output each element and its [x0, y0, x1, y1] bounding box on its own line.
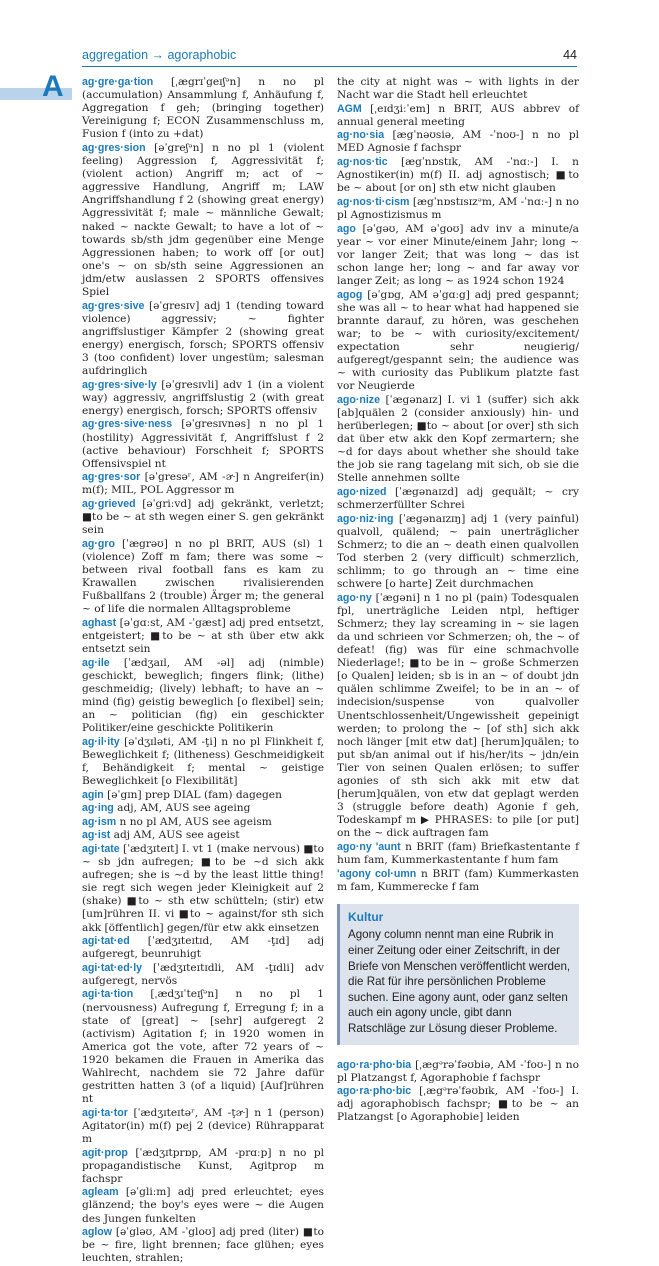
entry-definition: [ˈægəni] n 1 no pl (pain) Todesqualen fpl, unerträgliche Leiden ntpl, heftiger Schmerz; they lay screaming in ~ sie lagen da und schrieen vor Schmerzen; oh, the ~ of defeat! (fig) was für eine schmachvolle Niederlage!; ■to be in ~ große Schmerzen [o Qualen] leiden; sb is in an ~ of doubt jdn quälen schlimme Zweifel; to be in an ~ of indecision/suspense von qualvoller Unentschlossenheit/Ungewissheit gepeinigt werden; to prolong the ~ [of sth] sich akk noch länger [mit etw dat] [herum]quälen; to put sb/an animal out if his/her/its ~ jdn/ein Tier von seinen Qualen erlösen; to suffer agonies of sth sich akk mit etw dat [herum]quälen, von etw dat geplagt werden 3 (struggle before death) Agonie f geh, Todeskampf m ▶ PHRASES: to pile [or put] on the ~ dick auftragen fam: [337, 591, 579, 840]
dictionary-entry: [82, 1107, 324, 1146]
entry-definition: [əˈgriːvd] adj gekränkt, verletzt; ■to be ~ at sth wegen einer S. gen gekränkt sein: [82, 498, 324, 537]
dictionary-entry: [337, 289, 579, 394]
entry-definition: [ˌægᵊrəˈfəʊbiə, AM -ˈfoʊ-] n no pl Platzangst f, Agoraphobie f fachspr: [337, 1058, 579, 1084]
kultur-info-box: [337, 904, 579, 1045]
dictionary-entry: [82, 962, 324, 988]
entry-headword: ago·ra·pho·bia: [337, 1058, 412, 1071]
entry-headword: ag·gres·sion: [82, 141, 146, 154]
dictionary-entry: [82, 471, 324, 497]
dictionary-entry: [337, 513, 579, 592]
entry-headword: ag·gre·ga·tion: [82, 76, 154, 88]
entry-definition: n no pl AM, AUS see ageism: [116, 815, 272, 828]
dictionary-entry: [82, 142, 324, 299]
dictionary-entry: [82, 418, 324, 470]
entry-headword: agleam: [82, 1186, 119, 1199]
entry-headword: ag·nos·tic: [337, 156, 388, 169]
dictionary-entry: [82, 736, 324, 788]
dictionary-entry: [82, 617, 324, 656]
entry-headword: ag·nos·ti·cism: [337, 195, 410, 208]
dictionary-entry: [82, 379, 324, 418]
entry-headword: ag·no·sia: [337, 129, 385, 142]
kultur-box-title: Kultur: [348, 909, 384, 924]
dictionary-entry: [337, 76, 579, 102]
entry-headword: ago: [337, 222, 356, 235]
entry-definition: [ˈægənaɪzd] adj gequält; ~ cry schmerzerfüllter Schrei: [337, 485, 579, 511]
entry-definition: [əˈgəʊ, AM əˈgoʊ] adv inv a minute/a year ~ vor einer Minute/einem Jahr; long ~ vor langer Zeit; that was long ~ das ist schon lange her; long ~ and far away vor langer Zeit; as long ~ as 1924 schon 1924: [337, 222, 579, 287]
entry-headword: agi·tate: [82, 842, 120, 855]
dictionary-entry: [82, 1226, 324, 1265]
entry-definition: [əˈgresɪvli] adv 1 (in a violent way) aggressiv, angriffslustig 2 (with great energy) energisch, forsch; SPORTS offensiv: [82, 378, 324, 417]
entry-definition: [əˈgɑːst, AM -ˈgæst] adj pred entsetzt, entgeistert; ■to be ~ at sth über etw akk entsetzt sein: [82, 616, 324, 656]
entry-headword: ago·ny: [337, 591, 372, 604]
dictionary-entry: [82, 829, 324, 842]
entry-definition: [ˈægrəʊ] n no pl BRIT, AUS (sl) 1 (violence) Zoff m fam; there was some ~ between rival football fans es kam zu Krawallen zwischen rivalisierenden Fußballfans 2 (trouble) Ärger m; the general ~ of life die normalen Alltagsprobleme: [82, 537, 324, 616]
entry-headword: ag·gres·sor: [82, 471, 141, 484]
dictionary-entry: [337, 156, 579, 195]
entry-definition: [ˌædʒɪˈteɪʃᵊn] n no pl 1 (nervousness) Aufregung f, Erregung f; in a state of [great] ~ [sehr] aufgeregt 2 (activism) Agitation f; in 1920 women in America got the vote, after 72 years of ~ 1920 bekamen die Frauen in Amerika das Wahlrecht, nachdem sie 72 Jahre dafür gestritten hatten 3 (of a liquid) [Auf]rühren nt: [82, 988, 324, 1106]
running-head-guide-words: aggregation → agoraphobic: [82, 48, 237, 62]
dictionary-entry: [82, 816, 324, 829]
dictionary-entry: [82, 1147, 324, 1186]
entry-headword: agi·ta·tor: [82, 1106, 128, 1119]
entry-headword: ag·ile: [82, 656, 110, 669]
entry-definition: [ˈædʒɪteɪtɪd, AM -ţɪd] adj aufgeregt, beunruhigt: [82, 935, 324, 961]
dictionary-entry: [82, 802, 324, 815]
dictionary-entry: [337, 868, 579, 894]
entry-headword: ag·ism: [82, 815, 117, 828]
entry-headword: aglow: [82, 1226, 113, 1239]
entry-headword: ago·niz·ing: [337, 512, 394, 525]
entry-definition: [əˈgresɪv] adj 1 (tending toward violence) aggressiv; ~ fighter angriffslustiger Kämpfer 2 (showing great energy) energisch, forsch; SPORTS offensiv 3 (too confident) lover ungestüm; salesman aufdringlich: [82, 299, 324, 378]
dictionary-entry: [337, 129, 579, 155]
entry-headword: ago·nize: [337, 393, 380, 406]
right-column: [337, 76, 579, 1125]
dictionary-entry: [337, 196, 579, 222]
entry-definition: [ægˈnəʊsiə, AM -ˈnoʊ-] n no pl MED Agnosie f fachspr: [337, 129, 579, 155]
entry-definition: [ˌeɪdʒiːˈem] n BRIT, AUS abbrev of annual general meeting: [337, 102, 579, 128]
dictionary-entry: [337, 103, 579, 129]
dictionary-entry: [82, 300, 324, 379]
entry-headword: ag·grieved: [82, 498, 136, 510]
entry-headword: 'agony col·umn: [337, 867, 417, 880]
entry-definition: [əˈgləʊ, AM -ˈgloʊ] adj pred (liter) ■to be ~ fire, light brennen; face glühen; eyes leuchten, strahlen;: [82, 1226, 324, 1265]
entry-definition: [ˈægənaɪz] I. vi 1 (suffer) sich akk [ab]quälen 2 (consider anxiously) hin- und herüberlegen; ■to ~ about [or over] sth sich dat über etw akk den Kopf zermartern; she ~d for days about whether she should take the job sie rang tagelang mit sich, ob sie die Stelle annehmen sollte: [337, 393, 579, 485]
entry-headword: ago·nized: [337, 485, 387, 498]
entry-definition: [əˈgliːm] adj pred erleuchtet; eyes glänzend; the boy's eyes were ~ die Augen des Jungen funkelten: [82, 1186, 324, 1225]
entry-definition: [ˈægənaɪzɪŋ] adj 1 (very painful) qualvoll, quälend; ~ pain unerträglicher Schmerz; to die an ~ death einen qualvollen Tod sterben 2 (very difficult) schmerzlich, schlimm; to go through an ~ time eine schwere [o harte] Zeit durchmachen: [337, 512, 579, 591]
entry-definition: [ˈædʒɪteɪt] I. vt 1 (make nervous) ■to ~ sb jdn aufregen; ■to be ~d sich akk aufregen; she is ~d by the least little thing! sie regt sich wegen jeder Kleinigkeit auf 2 (shake) ■to ~ sth etw schütteln; (stir) etw [um]rühren II. vi ■to ~ against/for sth sich akk [öffentlich] gegen/für etw akk einsetzen: [82, 842, 324, 934]
dictionary-entry: [82, 789, 324, 802]
dictionary-entry: [337, 592, 579, 841]
dictionary-entry: [82, 1186, 324, 1225]
dictionary-entry: [82, 76, 324, 141]
dictionary-entry: [337, 1059, 579, 1085]
dictionary-entry: [337, 223, 579, 288]
dictionary-entry: [82, 657, 324, 736]
entry-definition: [əˈdʒɪləti, AM -ţi] n no pl Flinkheit f, Beweglichkeit f; (litheness) Geschmeidigkeit f, Behändigkeit f; mental ~ geistige Beweglichkeit [o Flexibilität]: [82, 735, 324, 787]
dictionary-entry: [82, 538, 324, 617]
entry-definition: [əˈgɒg, AM əˈgɑːg] adj pred gespannt; she was all ~ to hear what had happened sie brannte darauf, zu hören, was geschehen war; to be ~ with curiosity/excitement/ expectation sehr neugierig/ aufgeregt/gespannt sein; the audience was ~ with curiosity das Publikum platzte fast vor Neugierde: [337, 288, 579, 393]
entry-headword: ag·ing: [82, 802, 114, 815]
entry-definition: [ˌægᵊrəˈfəʊbɪk, AM -ˈfoʊ-] I. adj agoraphobisch fachspr; ■to be ~ an Platzangst [o Agoraphobie] leiden: [337, 1085, 579, 1124]
entry-definition: [ˈædʒɪteɪtɪdli, AM -ţɪdli] adv aufgeregt, nervös: [82, 961, 324, 987]
entry-definition: [ˈædʒaɪl, AM -əl] adj (nimble) geschickt, beweglich; fingers flink; (lithe) geschmeidig; (lively) lebhaft; to have an ~ mind (fig) geistig beweglich [o flexibel] sein; an ~ politician (fig) ein geschickter Politiker/eine geschickte Politikerin: [82, 656, 324, 735]
dictionary-entry: [337, 486, 579, 512]
entry-headword: agi·tat·ed·ly: [82, 961, 143, 974]
entry-headword: agog: [337, 288, 363, 301]
entry-definition: n BRIT (fam) Briefkastentante f hum fam, Kummerkastentante f hum fam: [337, 840, 579, 867]
dictionary-entry: [82, 843, 324, 935]
entry-definition: [ægˈnɒstɪk, AM -ˈnɑː-] I. n Agnostiker(in) m(f) II. adj agnostisch; ■to be ~ about [or on] sth etw nicht glauben: [337, 156, 579, 195]
kultur-box-text: Agony column nennt man eine Rubrik in einer Zeitung oder einer Zeitschrift, in der Briefe von Menschen veröffentlicht werden, die Rat für ihre persönlichen Probleme suchen. Eine agony aunt, oder ganz selten auch ein agony uncle, gibt dann Ratschläge zur Lösung dieser Probleme.: [348, 928, 571, 1035]
dictionary-entry: [82, 988, 324, 1106]
entry-headword: ag·gres·sive·ly: [82, 378, 157, 391]
entry-headword: aghast: [82, 616, 117, 629]
entry-definition: [əˈgresəʳ, AM -ɚ] n Angreifer(in) m(f); MIL, POL Aggressor m: [82, 471, 324, 497]
entry-headword: ag·gres·sive·ness: [82, 418, 173, 431]
dictionary-entry: [337, 841, 579, 867]
entry-headword: ago·ny 'aunt: [337, 840, 401, 853]
entry-definition: [ˌægrɪˈgeɪʃᵊn] n no pl (accumulation) Ansammlung f, Anhäufung f, Aggregation f geh; (bringing together) Vereinigung f; ECON Zusammenschluss m, Fusion f (into zu +dat): [82, 76, 324, 141]
header-rule: [82, 66, 577, 67]
entry-headword: agi·ta·tion: [82, 988, 134, 1001]
dictionary-entry: [337, 394, 579, 486]
entry-headword: ago·ra·pho·bic: [337, 1085, 412, 1098]
entry-headword: ag·il·ity: [82, 735, 120, 748]
entry-definition: [ˈædʒɪteɪtəʳ, AM -ţɚ] n 1 (person) Agitator(in) m(f) pej 2 (device) Rührapparat m: [82, 1106, 324, 1145]
dictionary-entry: [82, 935, 324, 961]
entry-headword: agi·tat·ed: [82, 935, 130, 948]
entry-definition: [ægˈnɒstɪsɪzᵊm, AM -ˈnɑː-] n no pl Agnostizismus m: [337, 195, 579, 221]
entry-definition: adj AM, AUS see ageist: [110, 829, 240, 842]
left-column: [82, 76, 324, 1266]
entry-definition: adj, AM, AUS see ageing: [113, 802, 251, 815]
entry-definition: [əˈgreʃᵊn] n no pl 1 (violent feeling) Aggression f, Aggressivität f; (violent action) Angriff m; act of ~ aggressive Handlung, Angriff m; LAW Angriffshandlung f 2 (showing great energy) Aggressivität f; male ~ männliche Gewalt; naked ~ nackte Gewalt; to have a lot of ~ towards sb/sth jdm gegenüber eine Menge Aggressionen haben; to work off [or out] one's ~ on sb/sth seine Aggressionen an jdm/etw auslassen 2 SPORTS offensives Spiel: [82, 141, 324, 298]
entry-headword: agin: [82, 788, 104, 801]
entry-definition: [ˈædʒɪtprɒp, AM -prɑːp] n no pl propagandistische Kunst, Agitprop m fachspr: [82, 1146, 324, 1185]
entry-headword: ag·gro: [82, 537, 115, 550]
entry-definition: n BRIT (fam) Kummerkasten m fam, Kummerecke f fam: [337, 867, 579, 893]
running-header: [82, 48, 577, 68]
entry-definition: the city at night was ~ with lights in der Nacht war die Stadt hell erleuchtet: [337, 76, 579, 102]
thumb-index-letter: A: [42, 70, 64, 103]
entry-headword: AGM: [337, 102, 362, 115]
entry-definition: [əˈgresɪvnəs] n no pl 1 (hostility) Aggressivität f, Angriffslust f 2 (active behaviour) Forschheit f; SPORTS Offensivspiel nt: [82, 418, 324, 470]
dictionary-entry: [82, 498, 324, 537]
page-number: 44: [563, 48, 577, 62]
entry-headword: agit·prop: [82, 1146, 128, 1159]
entry-definition: [əˈgɪn] prep DIAL (fam) dagegen: [103, 788, 282, 801]
entry-headword: ag·gres·sive: [82, 299, 145, 312]
entry-headword: ag·ist: [82, 829, 111, 842]
dictionary-entry: [337, 1085, 579, 1124]
